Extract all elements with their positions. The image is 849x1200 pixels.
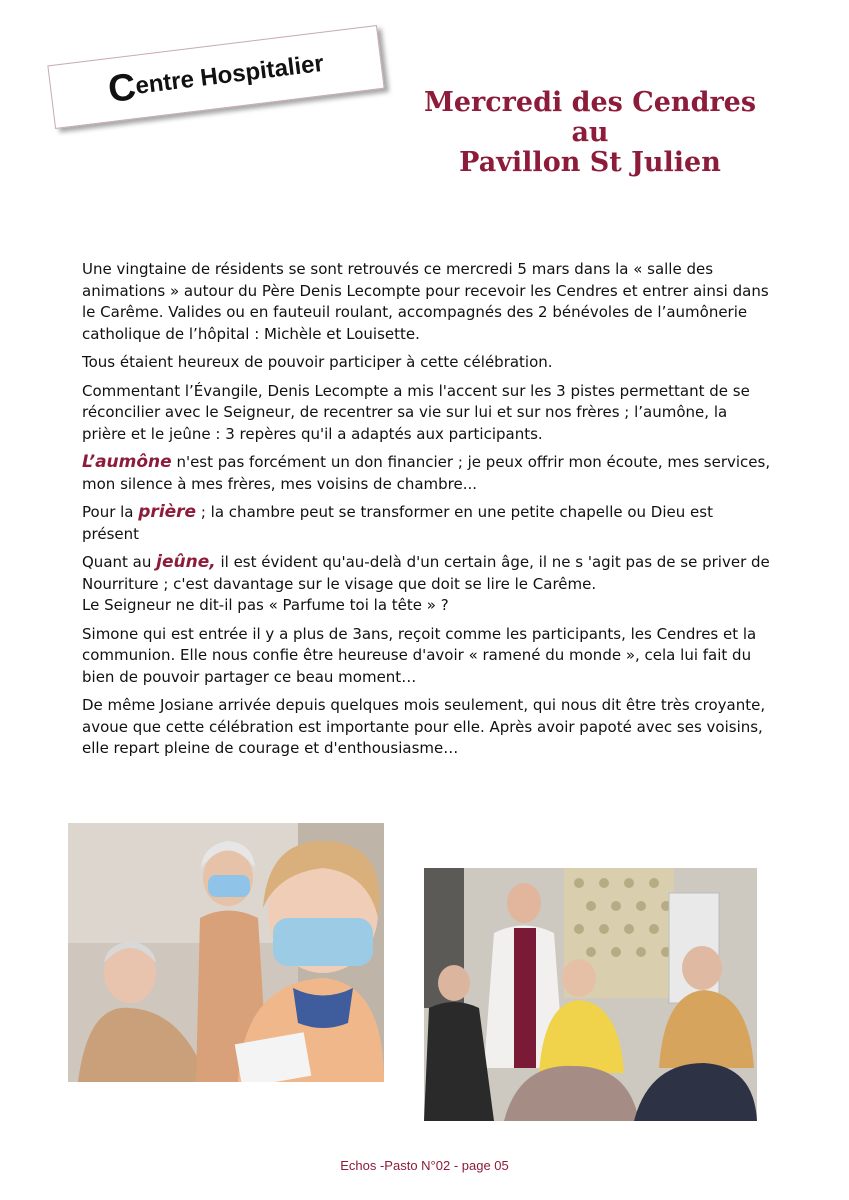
photo-celebration-group (424, 868, 757, 1121)
article-body (82, 259, 772, 767)
keyword-priere: prière (138, 502, 197, 522)
section-label-initial: C (105, 65, 139, 111)
paragraph-priere-text: ; la chambre peut se transformer en une petite chapelle ou Dieu est présent (82, 503, 713, 543)
paragraph-intro: Une vingtaine de résidents se sont retrouvés ce mercredi 5 mars dans la « salle des animations » autour du Père Denis Lecompte pour recevoir les Cendres et entrer ainsi dans le Carême. Valides ou en fauteuil roulant, accompagnés des 2 bénévoles de l’aumônerie catholique de l’hôpital : Michèle et Louisette. (82, 260, 769, 343)
photo-residents-masks (68, 823, 384, 1082)
article-title (395, 88, 785, 178)
page-footer: Echos -Pasto N°02 - page 05 (340, 1158, 509, 1173)
title-line-3: Pavillon St Julien (459, 147, 721, 178)
paragraph-priere-pre: Pour la (82, 503, 139, 521)
paragraph-aumone (82, 452, 772, 495)
title-line-2: au (571, 117, 609, 148)
paragraph-gospel: Commentant l’Évangile, Denis Lecompte a mis l'accent sur les 3 pistes permettant de se réconcilier avec le Seigneur, de recentrer sa vie sur lui et sur nos frères ; l’aumône, la prière et le jeûne : 3 repères qu'il a adaptés aux participants. (82, 381, 750, 443)
paragraph-happy: Tous étaient heureux de pouvoir participer à cette célébration. (82, 353, 553, 371)
paragraph-jeune-line2: Le Seigneur ne dit-il pas « Parfume toi la tête » ? (82, 596, 449, 614)
keyword-jeune: jeûne, (156, 552, 216, 572)
paragraph-aumone-text: n'est pas forcément un don financier ; je peux offrir mon écoute, mes services, mon silence à mes frères, mes voisins de chambre... (82, 453, 771, 493)
paragraph-priere (82, 502, 772, 545)
paragraph-josiane: De même Josiane arrivée depuis quelques mois seulement, qui nous dit être très croyante, avoue que cette célébration est importante pour elle. Après avoir papoté avec ses voisins, elle repart pleine de courage et d'enthousiasme… (82, 696, 766, 757)
paragraph-jeune (82, 552, 772, 617)
title-line-1: Mercredi des Cendres (423, 87, 757, 118)
keyword-aumone: L’aumône (82, 452, 172, 472)
section-label-text: entre Hospitalier (133, 49, 326, 100)
paragraph-jeune-pre: Quant au (82, 553, 157, 571)
paragraph-jeune-text: il est évident qu'au-delà d'un certain âge, il ne s 'agit pas de se priver de Nourriture ; c'est davantage sur le visage que doit se lire le Carême. (82, 553, 770, 593)
section-label (47, 25, 384, 129)
paragraph-simone: Simone qui est entrée il y a plus de 3ans, reçoit comme les participants, les Cendres et la communion. Elle nous confie être heureuse d'avoir « ramené du monde », cela lui fait du bien de pouvoir partager ce beau moment… (82, 624, 757, 686)
